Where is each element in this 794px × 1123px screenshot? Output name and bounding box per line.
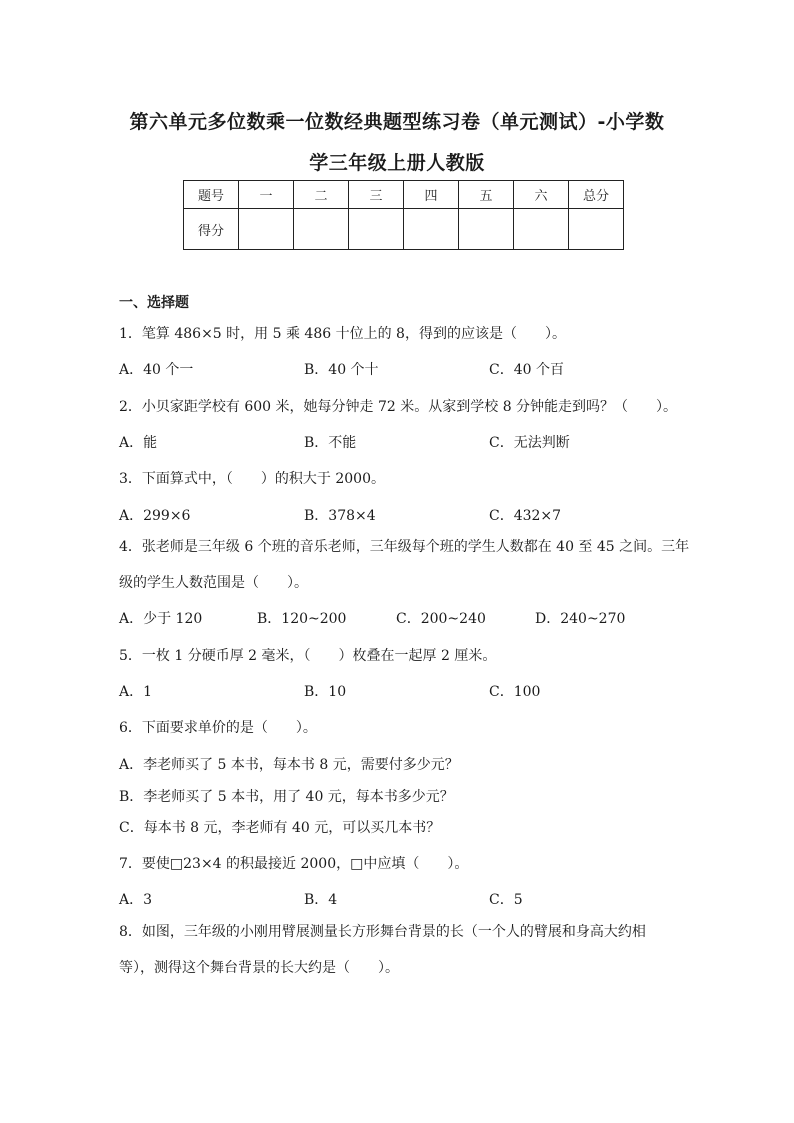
document-title-line-2: 学三年级上册人教版: [309, 152, 485, 174]
q7-option-c: C．5: [489, 892, 523, 908]
q1-option-b: B．40 个十: [304, 362, 379, 378]
score-table-header-cell: 六: [514, 181, 569, 209]
score-cell[interactable]: [239, 209, 294, 250]
q4-option-b: B．120~200: [257, 611, 347, 627]
question-8-text-line-1: 8．如图，三年级的小刚用臂展测量长方形舞台背景的长（一个人的臂展和身高大约相: [119, 924, 646, 940]
score-cell[interactable]: [514, 209, 569, 250]
section-title: 一、选择题: [119, 295, 189, 311]
score-table-header-cell: 五: [459, 181, 514, 209]
score-table-header-cell: 题号: [184, 181, 239, 209]
question-5-text: 5．一枚 1 分硬币厚 2 毫米，（ ）枚叠在一起厚 2 厘米。: [119, 648, 497, 664]
score-table-header-cell: 二: [294, 181, 349, 209]
score-table: [183, 180, 624, 250]
score-cell[interactable]: [404, 209, 459, 250]
score-table-score-row: [184, 209, 624, 250]
q4-option-a: A．少于 120: [119, 611, 203, 627]
question-1-text: 1．笔算 486×5 时，用 5 乘 486 十位上的 8，得到的应该是（ ）。: [119, 326, 566, 342]
score-cell[interactable]: [349, 209, 404, 250]
q1-option-a: A．40 个一: [119, 362, 194, 378]
score-table-header-cell: 总分: [569, 181, 624, 209]
q4-option-c: C．200~240: [396, 611, 486, 627]
score-table-header-row: [184, 181, 624, 209]
score-cell[interactable]: [294, 209, 349, 250]
score-row-label: 得分: [184, 209, 239, 250]
q2-option-b: B．不能: [304, 435, 357, 451]
q5-option-a: A．1: [119, 684, 153, 700]
q5-option-b: B．10: [304, 684, 347, 700]
q6-option-a: A．李老师买了 5 本书，每本书 8 元，需要付多少元？: [119, 757, 459, 773]
q2-option-c: C．无法判断: [489, 435, 570, 451]
question-2-text: 2．小贝家距学校有 600 米，她每分钟走 72 米。从家到学校 8 分钟能走到吗？（ ）。: [119, 399, 678, 415]
question-8-text-line-2: 等），测得这个舞台背景的长大约是（ ）。: [119, 960, 399, 976]
q6-option-c: C．每本书 8 元，李老师有 40 元，可以买几本书？: [119, 820, 441, 836]
question-3-text: 3．下面算式中，（ ）的积大于 2000。: [119, 471, 385, 487]
question-6-text: 6．下面要求单价的是（ ）。: [119, 720, 317, 736]
q4-option-d: D．240~270: [535, 611, 626, 627]
q3-option-a: A．299×6: [119, 508, 191, 524]
score-table-header-cell: 三: [349, 181, 404, 209]
score-cell[interactable]: [459, 209, 514, 250]
q3-option-b: B．378×4: [304, 508, 376, 524]
question-4-text-line-1: 4．张老师是三年级 6 个班的音乐老师，三年级每个班的学生人数都在 40 至 45 之间。三年: [119, 539, 690, 555]
score-table-header-cell: 一: [239, 181, 294, 209]
question-4-text-line-2: 级的学生人数范围是（ ）。: [119, 575, 308, 591]
q1-option-c: C．40 个百: [489, 362, 564, 378]
q7-option-a: A．3: [119, 892, 153, 908]
score-cell[interactable]: [569, 209, 624, 250]
document-title-line-1: 第六单元多位数乘一位数经典题型练习卷（单元测试）-小学数: [129, 111, 665, 133]
q2-option-a: A．能: [119, 435, 158, 451]
q5-option-c: C．100: [489, 684, 541, 700]
q7-option-b: B．4: [304, 892, 338, 908]
score-table-header-cell: 四: [404, 181, 459, 209]
question-7-text: 7．要使□23×4 的积最接近 2000，□中应填（ ）。: [119, 856, 469, 872]
q3-option-c: C．432×7: [489, 508, 562, 524]
q6-option-b: B．李老师买了 5 本书，用了 40 元，每本书多少元？: [119, 789, 454, 805]
